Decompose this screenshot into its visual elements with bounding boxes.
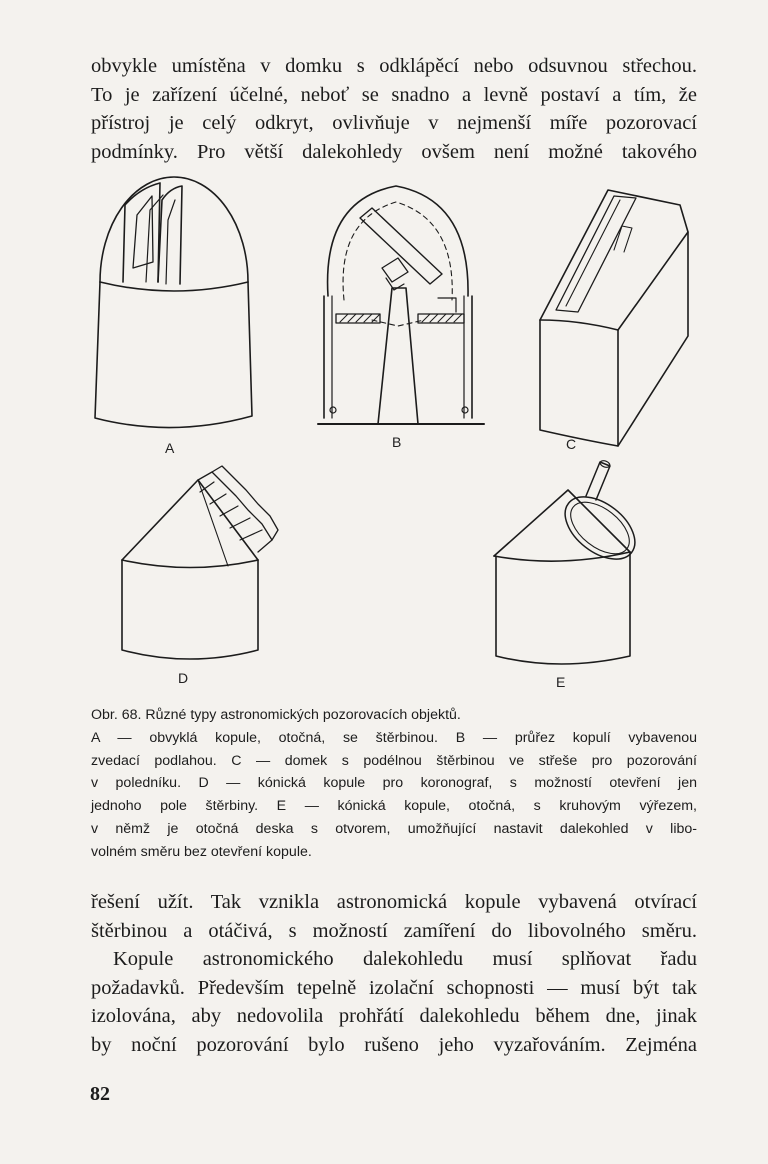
figure-label-b: B (392, 434, 402, 450)
bottom-paragraph (91, 888, 697, 1060)
text-line: požadavků. Především tepelně izolační schopnosti — musí být tak (91, 976, 697, 999)
caption-line: volném směru bez otevření kopule. (91, 843, 312, 860)
figure-label-c: C (566, 436, 577, 452)
text-line: Kopule astronomického dalekohledu musí splňovat řadu (113, 948, 697, 971)
text-line: izolována, aby nedovolila prohřátí dalekohledu během dne, jinak (91, 1005, 697, 1028)
figure-caption (91, 704, 697, 864)
drawing-e-conical (494, 459, 646, 664)
text-line: To je zařízení účelné, neboť se snadno a levně postaví a tím, že (91, 83, 697, 106)
text-line: obvykle umístěna v domku s odklápěcí nebo odsuvnou střechou. (91, 55, 697, 77)
text-line: štěrbinou a otáčivá, s možností zamíření do libovolného směru. (91, 919, 697, 942)
drawing-c-house (540, 190, 688, 446)
figure-68 (0, 170, 768, 690)
caption-line: jednoho pole štěrbiny. E — kónická kopule, otočná, s kruhovým výřezem, (91, 798, 697, 815)
caption-title: Obr. 68. Různé typy astronomických pozorovacích objektů. (91, 707, 461, 723)
caption-line: zvedací podlahou. C — domek s podélnou štěrbinou ve střeše pro pozorování (91, 752, 697, 769)
drawing-d-conical (122, 466, 278, 659)
text-line: řešení užít. Tak vznikla astronomická kopule vybavená otvírací (91, 891, 697, 913)
drawing-b-section (318, 186, 484, 424)
caption-line: v němž je otočná deska s otvorem, umožňující nastavit dalekohled v libo- (91, 820, 697, 837)
drawing-a-dome (95, 177, 252, 428)
caption-line: v poledníku. D — kónická kopule pro koronograf, s možností otevření jen (91, 775, 697, 792)
text-line: přístroj je celý odkryt, ovlivňuje v nejmenší míře pozorovací (91, 112, 697, 135)
figure-label-e: E (556, 674, 566, 690)
text-line: by noční pozorování bylo rušeno jeho vyzařováním. Zejména (91, 1033, 697, 1056)
page-number: 82 (90, 1083, 110, 1105)
text-line: podmínky. Pro větší dalekohledy ovšem není možné takového (91, 140, 697, 163)
caption-line: A — obvyklá kopule, otočná, se štěrbinou. B — průřez kopulí vybavenou (91, 729, 697, 746)
figure-label-d: D (178, 670, 189, 686)
top-paragraph (91, 52, 697, 166)
figure-label-a: A (165, 440, 175, 456)
